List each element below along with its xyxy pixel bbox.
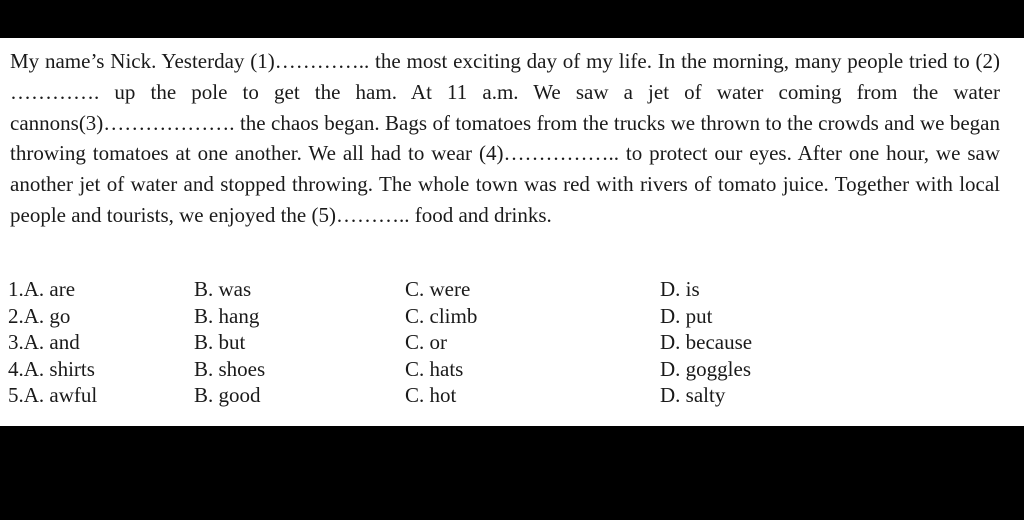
option-1d: D. is bbox=[660, 277, 700, 301]
answer-options bbox=[0, 276, 1024, 409]
reading-passage: My name’s Nick. Yesterday (1)………….. the most exciting day of my life. In the morning, many people tried to (2) …………. up the pole to get the ham. At 11 a.m. We saw a jet of water coming from the water cannons(3)………………. the chaos began. Bags of tomatoes from the trucks we thrown to the crowds and we began throwing tomatoes at one another. We all had to wear (4)…………….. to protect our eyes. After one hour, we saw another jet of water and stopped throwing. The whole town was red with rivers of tomato juice. Together with local people and tourists, we enjoyed the (5)……….. food and drinks. bbox=[10, 49, 1000, 227]
option-2a: 2.A. go bbox=[8, 303, 71, 328]
option-5a: 5.A. awful bbox=[8, 383, 98, 407]
option-3a: 3.A. and bbox=[8, 330, 80, 354]
question-row-4 bbox=[0, 356, 1024, 383]
option-1c: C. were bbox=[405, 277, 471, 301]
worksheet-page bbox=[0, 38, 1024, 426]
option-4c: C. hats bbox=[405, 356, 464, 381]
option-5b: B. good bbox=[194, 383, 261, 407]
option-3d: D. because bbox=[660, 330, 753, 354]
option-2c: C. climb bbox=[405, 303, 478, 328]
question-row-5 bbox=[0, 382, 1024, 409]
option-1b: B. was bbox=[194, 277, 252, 301]
option-2d: D. put bbox=[660, 303, 713, 328]
option-3c: C. or bbox=[405, 330, 447, 354]
option-4b: B. shoes bbox=[194, 356, 266, 381]
option-4d: D. goggles bbox=[660, 356, 751, 381]
question-row-3 bbox=[0, 329, 1024, 356]
option-4a: 4.A. shirts bbox=[8, 356, 95, 381]
option-5c: C. hot bbox=[405, 383, 457, 407]
question-row-2 bbox=[0, 303, 1024, 330]
option-1a: 1.A. are bbox=[8, 277, 76, 301]
option-5d: D. salty bbox=[660, 383, 726, 407]
option-3b: B. but bbox=[194, 330, 246, 354]
question-row-1 bbox=[0, 276, 1024, 303]
option-2b: B. hang bbox=[194, 303, 260, 328]
